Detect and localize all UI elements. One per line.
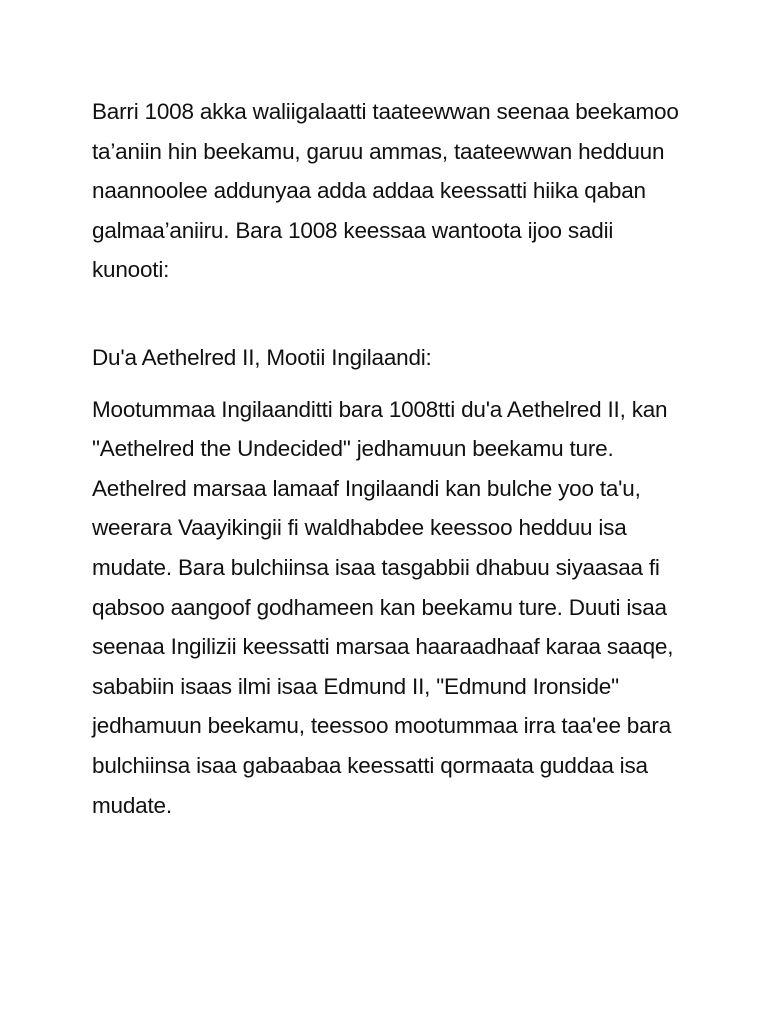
document-page xyxy=(92,92,692,825)
section-heading: Du'a Aethelred II, Mootii Ingilaandi: xyxy=(92,344,432,370)
intro-paragraph: Barri 1008 akka waliigalaatti taateewwan seenaa beekamoo ta’aniin hin beekamu, garuu ammas, taateewwan hedduun naannoolee addunyaa adda addaa keessatti hiika qaban galmaa’aniiru. Bara 1008 keessaa wantoota ijoo sadii kunooti: xyxy=(92,99,679,283)
section-body-paragraph: Mootummaa Ingilaanditti bara 1008tti du'a Aethelred II, kan "Aethelred the Undecided" jedhamuun beekamu ture. Aethelred marsaa lamaaf Ingilaandi kan bulche yoo ta'u, weerara Vaayikingii fi waldhabdee keessoo hedduu isa mudate. Bara bulchiinsa isaa tasgabbii dhabuu siyaasaa fi qabsoo aangoof godhameen kan beekamu ture. Duuti isaa seenaa Ingilizii keessatti marsaa haaraadhaaf karaa saaqe, sababiin isaas ilmi isaa Edmund II, "Edmund Ironside" jedhamuun beekamu, teessoo mootummaa irra taa'ee bara bulchiinsa isaa gabaabaa keessatti qormaata guddaa isa mudate. xyxy=(92,396,674,818)
